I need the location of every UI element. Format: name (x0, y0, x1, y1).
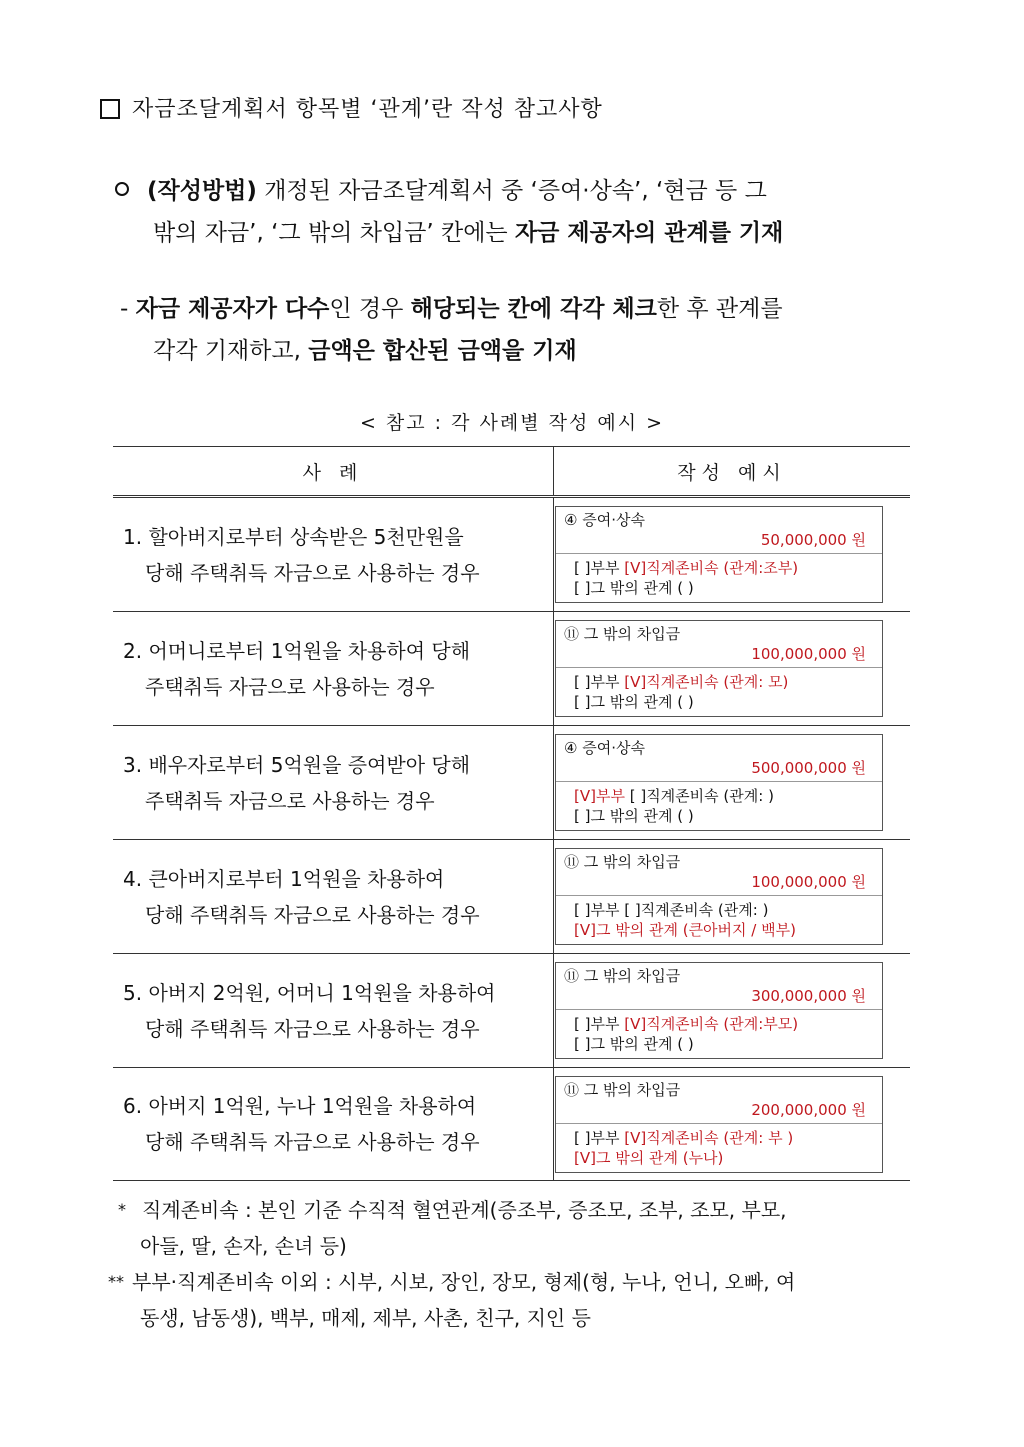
table-row (113, 497, 910, 612)
funding-category: ④ 증여·상속 (564, 739, 645, 757)
funding-category: ④ 증여·상속 (564, 511, 645, 529)
funding-amount: 100,000,000 원 (751, 645, 866, 663)
case-line: 2. 어머니로부터 1억원을 차용하여 당해 (123, 638, 471, 663)
example-cell (554, 840, 911, 954)
case-line: 당해 주택취득 자금으로 사용하는 경우 (145, 560, 480, 585)
multiple-providers-paragraph-line2: 각각 기재하고, 금액은 합산된 금액을 기재 (153, 338, 577, 364)
example-form-top (556, 735, 882, 782)
circle-bullet-icon (115, 182, 129, 196)
funding-category: ⑪ 그 밖의 차입금 (564, 625, 681, 643)
table-row (113, 840, 910, 954)
case-description (113, 497, 554, 612)
funding-amount: 50,000,000 원 (760, 531, 866, 549)
funding-category: ⑪ 그 밖의 차입금 (564, 853, 681, 871)
relationship-options (556, 1010, 882, 1058)
relationship-line-1: [ ]부부 [V]직계존비속 (관계: 부 ) (574, 1128, 794, 1147)
case-description (113, 840, 554, 954)
case-line: 4. 큰아버지로부터 1억원을 차용하여 (123, 866, 445, 891)
funding-amount: 300,000,000 원 (751, 987, 866, 1005)
case-description (113, 954, 554, 1068)
relationship-line-2: [V]그 밖의 관계 (큰아버지 / 백부) (574, 921, 796, 939)
footnote-lineal-relatives-line2: 아들, 딸, 손자, 손녀 등) (140, 1234, 347, 1258)
example-cell (554, 726, 911, 840)
example-form-top (556, 621, 882, 668)
header-example: 작성 예시 (554, 447, 911, 497)
example-cell (554, 1068, 911, 1181)
case-line: 당해 주택취득 자금으로 사용하는 경우 (145, 902, 480, 927)
footnote-lineal-relatives: * 직계존비속 : 본인 기준 수직적 혈연관계(증조부, 증조모, 조부, 조모, 부모, (118, 1198, 787, 1222)
example-form-top (556, 963, 882, 1010)
relationship-line-2: [V]그 밖의 관계 (누나) (574, 1148, 724, 1167)
table-row (113, 612, 910, 726)
case-line: 주택취득 자금으로 사용하는 경우 (145, 788, 435, 813)
relationship-line-1: [ ]부부 [V]직계존비속 (관계:조부) (574, 559, 799, 577)
relationship-options (556, 554, 882, 602)
relationship-line-1: [ ]부부 [V]직계존비속 (관계:부모) (574, 1015, 799, 1033)
example-form-box (555, 1076, 883, 1173)
relationship-line-1: [V]부부 [ ]직계존비속 (관계: ) (574, 787, 774, 805)
checkbox-square-icon (100, 99, 120, 119)
case-line: 1. 할아버지로부터 상속받은 5천만원을 (123, 524, 464, 549)
relationship-line-1: [ ]부부 [V]직계존비속 (관계: 모) (574, 673, 789, 691)
case-line: 주택취득 자금으로 사용하는 경우 (145, 674, 435, 699)
example-form-box (555, 506, 883, 603)
example-form-box (555, 620, 883, 717)
multiple-providers-paragraph: - 자금 제공자가 다수인 경우 해당되는 칸에 각각 체크한 후 관계를 (120, 296, 783, 322)
case-line: 6. 아버지 1억원, 누나 1억원을 차용하여 (123, 1094, 477, 1118)
writing-method-paragraph-line2: 밖의 자금’, ‘그 밖의 차입금’ 칸에는 자금 제공자의 관계를 기재 (153, 220, 784, 246)
footnote-other-relations: ** 부부·직계존비속 이외 : 시부, 시보, 장인, 장모, 형제(형, 누나, 언니, 오빠, 여 (108, 1270, 796, 1294)
footnote-other-relations-line2: 동생, 남동생), 백부, 매제, 제부, 사촌, 친구, 지인 등 (140, 1306, 591, 1330)
relationship-options (556, 896, 882, 944)
case-line: 3. 배우자로부터 5억원을 증여받아 당해 (123, 752, 471, 777)
example-cell (554, 954, 911, 1068)
example-table (113, 446, 910, 1181)
relationship-line-2: [ ]그 밖의 관계 ( ) (574, 1035, 694, 1053)
case-line: 당해 주택취득 자금으로 사용하는 경우 (145, 1016, 480, 1041)
table-row (113, 954, 910, 1068)
case-line: 당해 주택취득 자금으로 사용하는 경우 (145, 1130, 480, 1154)
case-description (113, 612, 554, 726)
case-description (113, 1068, 554, 1181)
relationship-line-2: [ ]그 밖의 관계 ( ) (574, 579, 694, 597)
relationship-options (556, 782, 882, 830)
example-form-top (556, 849, 882, 896)
table-row (113, 726, 910, 840)
funding-amount: 100,000,000 원 (751, 873, 866, 891)
example-form-box (555, 848, 883, 945)
relationship-options (556, 668, 882, 716)
case-line: 5. 아버지 2억원, 어머니 1억원을 차용하여 (123, 980, 496, 1005)
example-form-top (556, 507, 882, 554)
relationship-line-2: [ ]그 밖의 관계 ( ) (574, 807, 694, 825)
relationship-line-2: [ ]그 밖의 관계 ( ) (574, 693, 694, 711)
example-cell (554, 612, 911, 726)
example-form-top (556, 1077, 882, 1124)
table-row (113, 1068, 910, 1181)
page-title: 자금조달계획서 항목별 ‘관계’란 작성 참고사항 (100, 92, 603, 123)
writing-method-paragraph: (작성방법) 개정된 자금조달계획서 중 ‘증여·상속’, ‘현금 등 그 (115, 172, 767, 210)
funding-amount: 500,000,000 원 (751, 759, 866, 777)
header-case: 사 례 (113, 447, 554, 497)
example-form-box (555, 962, 883, 1059)
example-cell (554, 497, 911, 612)
relationship-line-1: [ ]부부 [ ]직계존비속 (관계: ) (574, 901, 769, 919)
example-form-box (555, 734, 883, 831)
table-caption: < 참고 : 각 사례별 작성 예시 > (359, 412, 665, 434)
case-description (113, 726, 554, 840)
funding-amount: 200,000,000 원 (751, 1100, 866, 1119)
funding-category: ⑪ 그 밖의 차입금 (564, 967, 681, 985)
funding-category: ⑪ 그 밖의 차입금 (564, 1080, 681, 1099)
relationship-options (556, 1124, 882, 1172)
